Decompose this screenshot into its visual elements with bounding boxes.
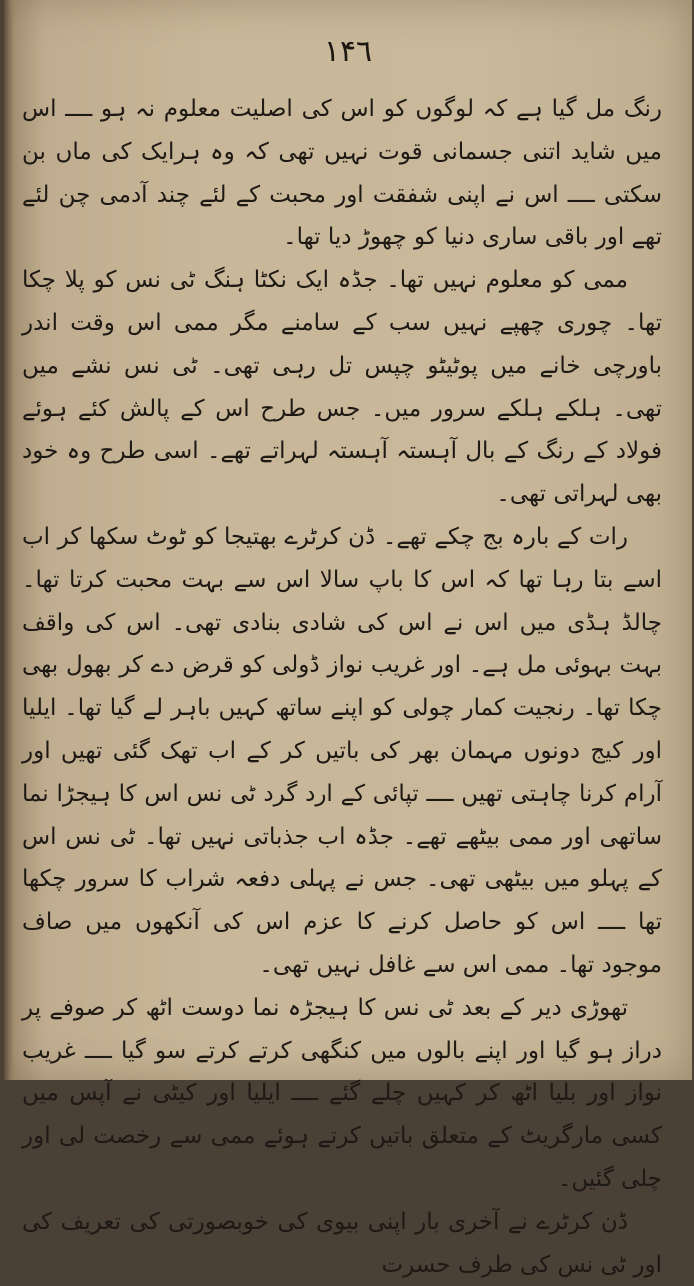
paragraph-1: رنگ مل گیا ہے کہ لوگوں کو اس کی اصلیت معلوم نہ ہو ــــ اس میں شاید اتنی جسمانی قوت نہیں تھی کہ وہ ہرایک کی ماں بن سکتی ــــ اس نے اپنی شفقت اور محبت کے لئے چند آدمی چن لئے تھے اور باقی ساری دنیا کو چھوڑ دیا تھا۔: [22, 96, 662, 251]
paragraph-4: تھوڑی دیر کے بعد ٹی نس کا ہیجڑہ نما دوست اٹھ کر صوفے پر دراز ہو گیا اور اپنے بالوں میں کنگھی کرتے کرتے سو گیا ــــ غریب نواز اور بلیا اٹھ کر کہیں چلے گئے ــــ ایلیا اور کیٹی نے آپس میں کسی مارگریٹ کے متعلق باتیں کرتے ہوئے ممی سے رخصت لی اور چلی گئیں۔: [22, 994, 662, 1192]
paragraph-3: رات کے بارہ بج چکے تھے۔ ڈن کرٹرے بھتیجا کو ٹوٹ سکھا کر اب اسے بتا رہا تھا کہ اس کا باپ سالا اس سے بہت محبت کرتا تھا۔ چالڈ ہڈی میں اس نے اس کی شادی بنادی تھی۔ اس کی واقف بہت بہوئی مل ہے۔ اور غریب نواز ڈولی کو قرض دے کر بھول بھی چکا تھا۔ رنجیت کمار چولی کو اپنے ساتھ کہیں باہر لے گیا تھا۔ ایلیا اور کیج دونوں مہمان بھر کی باتیں کر کے اب تھک گئی تھیں اور آرام کرنا چاہتی تھیں ــــ تپائی کے ارد گرد ٹی نس اس کا ہیجڑا نما ساتھی اور ممی بیٹھے تھے۔ جڈہ اب جذباتی نہیں تھا۔ ٹی نس اس کے پہلو میں بیٹھی تھی۔ جس نے پہلی دفعہ شراب کا سرور چکھا تھا ــــ اس کو حاصل کرنے کا عزم اس کی آنکھوں میں صاف موجود تھا۔ ممی اس سے غافل نہیں تھی۔: [22, 523, 662, 978]
page-number: ۱۴٦: [323, 34, 373, 69]
page-body-text: [22, 88, 662, 1286]
page-gutter-shadow: [4, 0, 14, 1080]
paragraph-2: ممی کو معلوم نہیں تھا۔ جڈہ ایک نکٹا ہنگ ٹی نس کو پلا چکا تھا۔ چوری چھپے نہیں سب کے سامنے مگر ممی اس وقت اندر باورچی خانے میں پوٹیٹو چپس تل رہی تھی۔ ٹی نس نشے میں تھی۔ ہلکے ہلکے سرور میں۔ جس طرح اس کے پالش کئے ہوئے فولاد کے رنگ کے بال آہستہ آہستہ لہراتے تھے۔ اسی طرح وہ خود بھی لہراتی تھی۔: [22, 267, 662, 508]
paragraph-5: ڈن کرٹرے نے آخری بار اپنی بیوی کی خوبصورتی کی تعریف کی اور ٹی نس کی طرف حسرت: [22, 1208, 662, 1278]
book-page: [4, 0, 692, 1278]
